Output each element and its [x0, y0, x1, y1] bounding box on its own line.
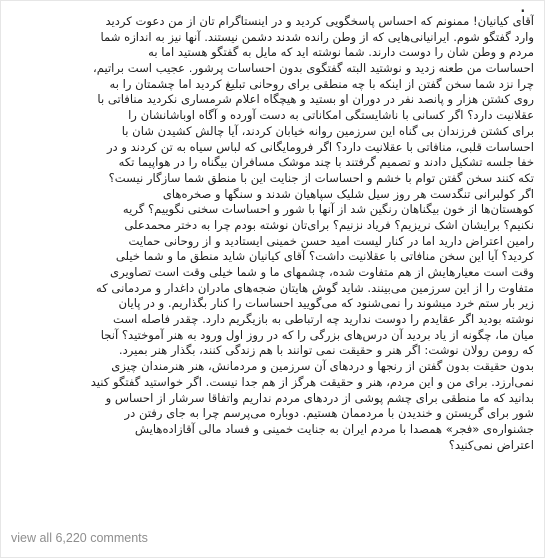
caption-line: رامین اعتراض دارید اما در کنار لیست امید حسن خمینی ایستادید و از روحانی حمایت: [128, 233, 534, 248]
caption-line: بدانید که ما منطقی برای چشم پوشی از دردهای مردم نداریم واتفاقا سرشار از احساس و: [105, 390, 534, 405]
caption-line: آقای کیانیان! ممنونم که احساس پاسخگویی کردید و در اینستاگرام تان از من دعوت کردید: [105, 14, 534, 28]
caption-line: نکنیم؟ برایشان اشک نریزیم؟ فریاد نزنیم؟ برای‌تان نوشته بودم چرا به دختر محمدعلی: [124, 217, 534, 232]
caption-line: احساسات قلبی، منافاتی با عقلانیت دارد؟ اگر فرومایگانی که لباس سیاه به تن کردند و در: [106, 139, 534, 154]
caption-line: جشنواره‌ی «فجر» همصدا با مردم ایران به جنایت خمینی و فساد مالی آقازاده‌هایش: [134, 421, 534, 436]
caption-line: میان ما، چگونه از یاد بردید آن درس‌های بزرگی را که در روز اول ورود به هنر آموختید؟ آنجا: [100, 327, 534, 342]
caption-line: نوشته بودید اگر عقایدم را دوست ندارید چه ارتباطی به بازیگریم دارد. چقدر فاصله است: [113, 312, 534, 327]
caption-line: که رومن رولان نوشت: اگر هنر و حقیقت نمی توانند با هم زندگی کنند، بگذار هنر بمیرد.: [118, 343, 534, 358]
caption-line: تکه کنند سخن گفتن توام با خشم و احساسات از جنایت این با منطق شما سازگار نیست؟: [108, 170, 534, 185]
caption-line: روی کشتن هزار و پانصد نفر در دوران او بستید و هیچگاه اعلام شرمساری نکردید منافاتی با: [97, 92, 534, 107]
caption-line: کردید؟ آیا این سخن منافاتی با عقلانیت داشت؟ آقای کیانیان شاید منطق ما و شما خیلی: [115, 249, 534, 264]
caption-line: وارد گفتگو شوم. ایرانیانی‌هایی که از وطن رانده شدند دشمن نیستند. آنها نیز به اندازه شما: [100, 29, 534, 44]
caption-line: مردم و وطن شان را دوست دارند. شما نوشته اید که مایل به گفتگو هستید اما به: [148, 45, 534, 60]
caption-line: برای کشتن فرزندان بی گناه این سرزمین روانه خیابان کردند، آیا چالش کشیدن شان با: [121, 123, 534, 138]
caption-lines: [11, 14, 534, 453]
caption-line: زیر بار ستم خرد میشوند را نمی‌شنود که می‌گویید احساسات را کنار بگذاریم. و در پایان: [118, 296, 534, 311]
post-caption: [11, 2, 534, 526]
caption-line: احساسات من طعنه زدید و نوشتید البته گفتگوی بدون احساسات پرشور. عجیب است براتیم،: [93, 61, 534, 76]
view-all-comments-link[interactable]: view all 6,220 comments: [11, 531, 148, 545]
bullet-dot: .: [519, 2, 526, 17]
caption-line: کوهستان‌ها از خون بیگناهان رنگین شد از آنها با شور و احساسات سخنی نگوییم؟ گریه: [122, 202, 534, 217]
caption-line: اعتراض نمی‌کنید؟: [448, 437, 534, 452]
caption-line: متفاوت را از این سرزمین می‌بینند. شاید گوش هایتان ضجه‌های مادران داغدار و مردمانی که: [96, 280, 534, 295]
caption-line: عقلانیت دارد؟ اگر کسانی با ناشایستگی امکاناتی به دست آورده و آگاه اوباشانشان را: [128, 108, 534, 123]
caption-line: خفا جلسه تشکیل دادند و تصمیم گرفتند با چند موشک مسافران بیگناه را در هواپیما تکه: [118, 155, 534, 170]
caption-line: بدون حقیقت بدون گفتن از رنجها و دردهای آن سرزمین و مردمانش، هنر هنرمندان چیزی: [111, 359, 534, 374]
caption-line: اگر کولبرانی تنگدست هر روز سیل شلیک سپاهیان شدند و سنگها و صخره‌های: [162, 186, 534, 201]
caption-line: چرا نزد شما سخن گفتن از اینکه با چه منطقی برای روحانی تبلیغ کردید اما چشمتان را به: [109, 76, 534, 91]
caption-line: وقت است معیارهایش از هم متفاوت شده، چشمهای ما و شما خیلی وقت است تصاویری: [110, 265, 534, 279]
comments-section: [1, 521, 544, 557]
caption-line: نمی‌ارزد. برای من و این مردم، هنر و حقیقت هرگز از هم جدا نیست. اگر خواستید گفتگو کنید: [90, 374, 534, 389]
caption-line: شور برای گریستن و خندیدن با مردممان هستیم. دوباره می‌پرسم چرا به جای رفتن در: [124, 406, 534, 421]
